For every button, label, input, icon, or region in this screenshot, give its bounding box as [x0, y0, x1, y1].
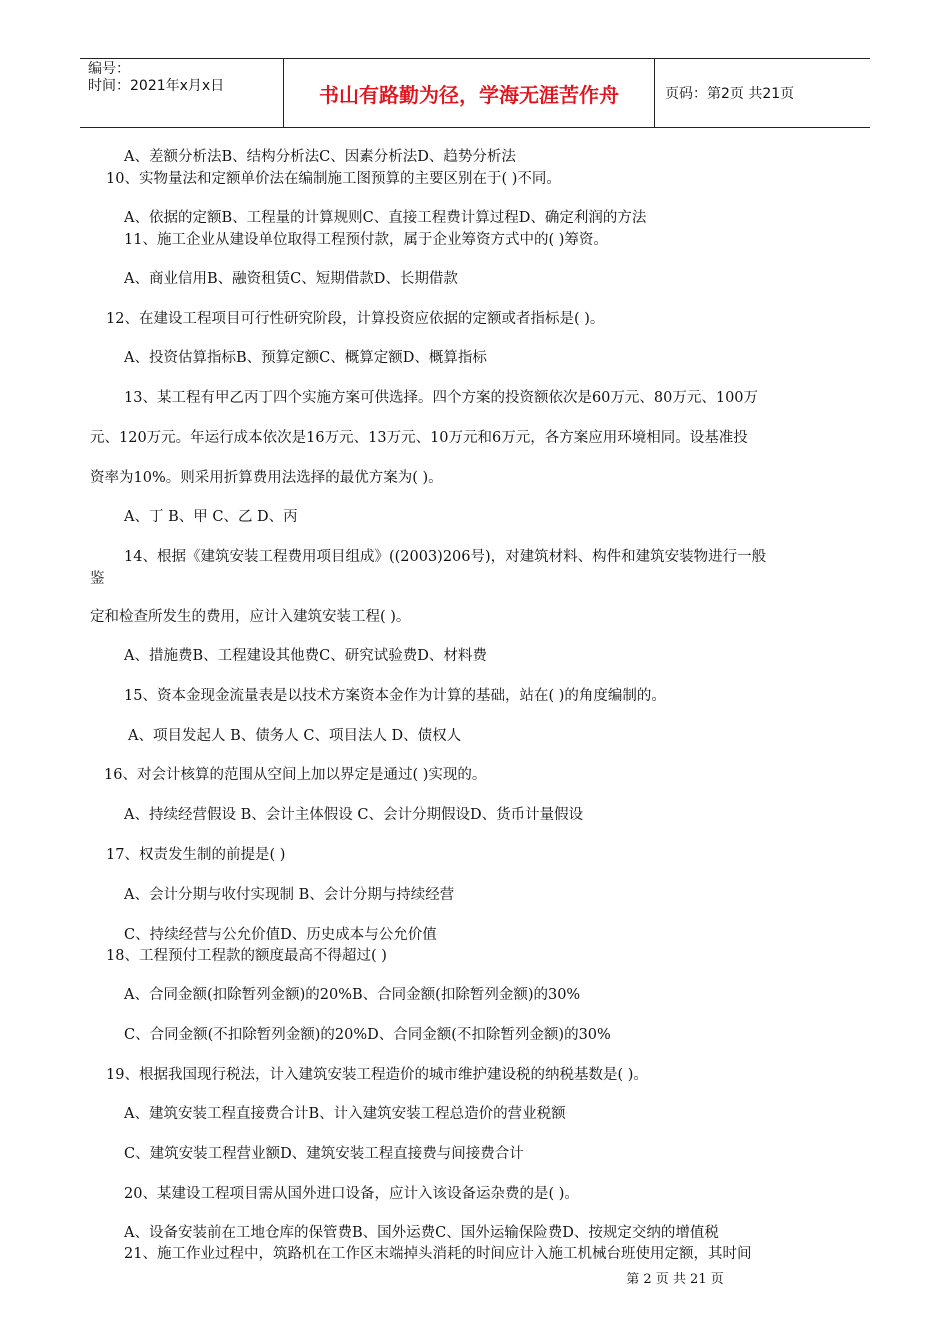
header-motto: 书山有路勤为径，学海无涯苦作舟 [283, 59, 655, 127]
option-line-q20: A、设备安装前在工地仓库的保管费B、国外运费C、国外运输保险费D、按规定交纳的增值税 [124, 1225, 719, 1241]
document-time-label: 时间：2021年x月x日 [88, 78, 225, 94]
question-17: 17、权责发生制的前提是( ) [106, 847, 286, 863]
option-line-q14: A、措施费B、工程建设其他费C、研究试验费D、材料费 [124, 648, 487, 664]
question-14-line-3: 定和检查所发生的费用，应计入建筑安装工程( )。 [90, 609, 411, 625]
question-10: 10、实物量法和定额单价法在编制施工图预算的主要区别在于( )不同。 [106, 171, 561, 187]
option-line-q15: A、项目发起人 B、债务人 C、项目法人 D、债权人 [128, 728, 462, 744]
question-20: 20、某建设工程项目需从国外进口设备，应计入该设备运杂费的是( )。 [124, 1186, 579, 1202]
page-header [80, 58, 870, 128]
option-line-q18-b: C、合同金额(不扣除暂列金额)的20%D、合同金额(不扣除暂列金额)的30% [124, 1027, 611, 1043]
question-19: 19、根据我国现行税法，计入建筑安装工程造价的城市维护建设税的纳税基数是( )。 [106, 1067, 648, 1083]
option-line-q18-a: A、合同金额(扣除暂列金额)的20%B、合同金额(扣除暂列金额)的30% [124, 987, 581, 1003]
question-11: 11、施工企业从建设单位取得工程预付款，属于企业筹资方式中的( )筹资。 [124, 232, 608, 248]
question-14-line-1: 14、根据《建筑安装工程费用项目组成》((2003)206号)，对建筑材料、构件和建筑安装物进行一般 [124, 549, 767, 565]
option-line-q19-b: C、建筑安装工程营业额D、建筑安装工程直接费与间接费合计 [124, 1146, 524, 1162]
question-13-line-3: 资率为10%。则采用折算费用法选择的最优方案为( )。 [90, 470, 443, 486]
page-footer: 第 2 页 共 21 页 [626, 1272, 724, 1287]
option-line-q10: A、依据的定额B、工程量的计算规则C、直接工程费计算过程D、确定利润的方法 [124, 210, 647, 226]
question-13-line-1: 13、某工程有甲乙丙丁四个实施方案可供选择。四个方案的投资额依次是60万元、80万元、100万 [124, 390, 759, 406]
option-line-q17-a: A、会计分期与收付实现制 B、会计分期与持续经营 [124, 887, 455, 903]
question-15: 15、资本金现金流量表是以技术方案资本金作为计算的基础，站在( )的角度编制的。 [124, 688, 666, 704]
header-page-info: 页码：第2页 共21页 [665, 86, 795, 102]
question-18: 18、工程预付工程款的额度最高不得超过( ) [106, 948, 387, 964]
question-12: 12、在建设工程项目可行性研究阶段，计算投资应依据的定额或者指标是( )。 [106, 311, 605, 327]
option-line-q9: A、差额分析法B、结构分析法C、因素分析法D、趋势分析法 [124, 149, 516, 165]
option-line-q12: A、投资估算指标B、预算定额C、概算定额D、概算指标 [124, 350, 487, 366]
question-16: 16、对会计核算的范围从空间上加以界定是通过( )实现的。 [104, 767, 487, 783]
option-line-q19-a: A、建筑安装工程直接费合计B、计入建筑安装工程总造价的营业税额 [124, 1106, 566, 1122]
question-13-line-2: 元、120万元。年运行成本依次是16万元、13万元、10万元和6万元，各方案应用环境相同。设基准投 [90, 430, 748, 446]
option-line-q13: A、丁 B、甲 C、乙 D、丙 [124, 509, 298, 525]
question-21: 21、施工作业过程中，筑路机在工作区末端掉头消耗的时间应计入施工机械台班使用定额，其时间 [124, 1246, 752, 1262]
option-line-q17-b: C、持续经营与公允价值D、历史成本与公允价值 [124, 927, 437, 943]
question-14-line-2: 鉴 [90, 571, 105, 587]
option-line-q16: A、持续经营假设 B、会计主体假设 C、会计分期假设D、货币计量假设 [124, 807, 584, 823]
document-number-label: 编号： [88, 61, 130, 77]
option-line-q11: A、商业信用B、融资租赁C、短期借款D、长期借款 [124, 271, 458, 287]
header-meta [80, 59, 283, 127]
